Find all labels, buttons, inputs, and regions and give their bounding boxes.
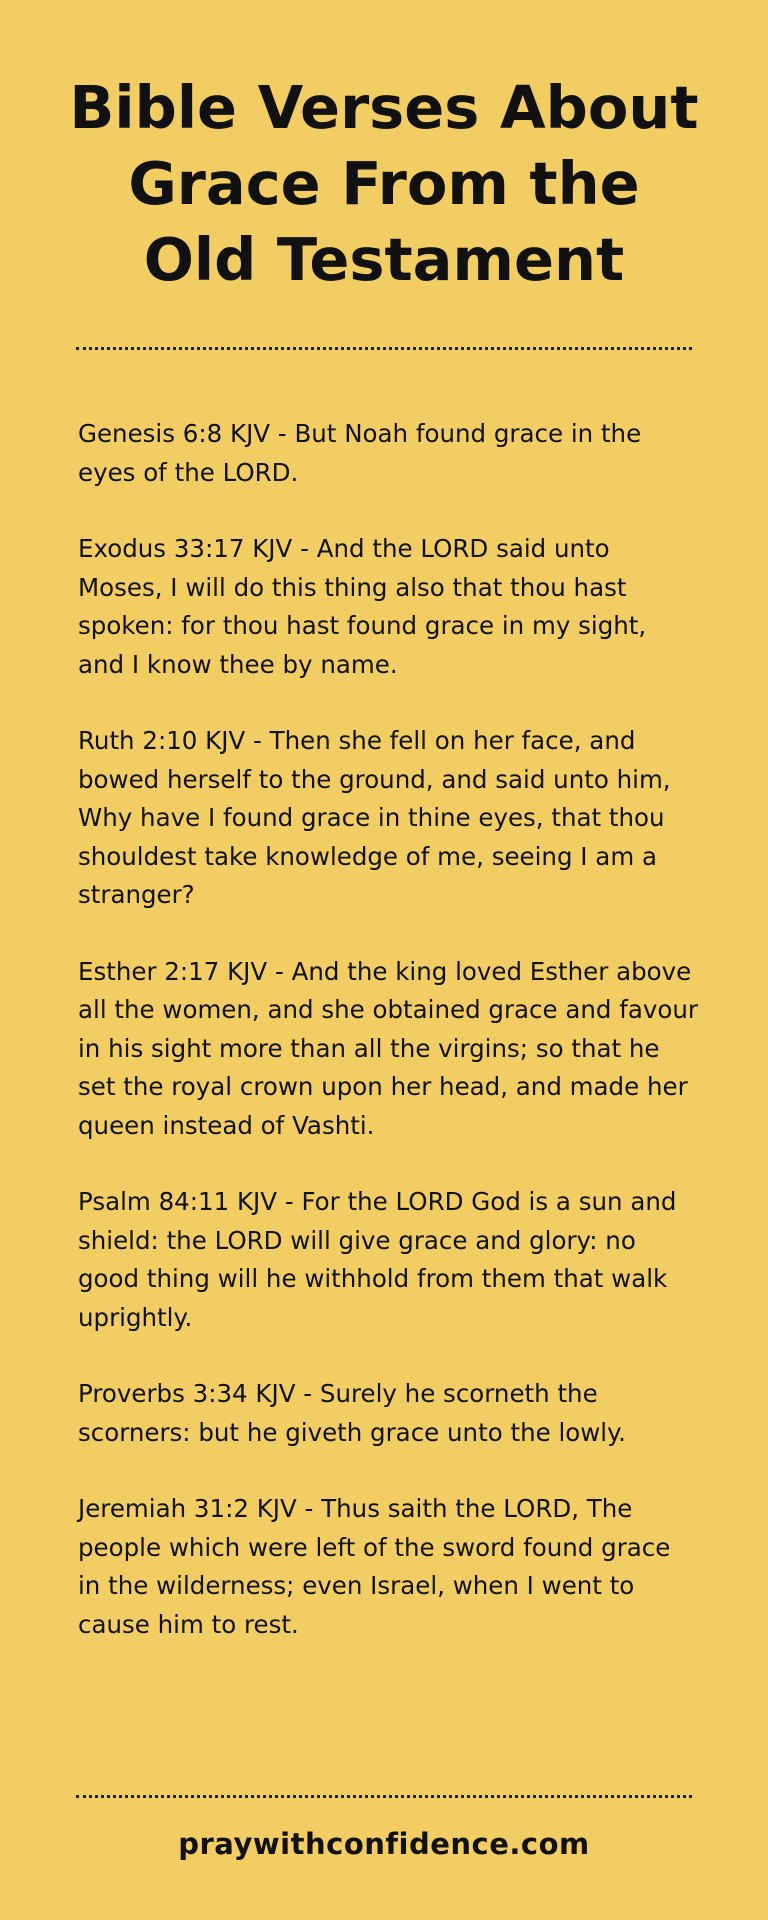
verse-genesis-6-8: Genesis 6:8 KJV - But Noah found grace in the eyes of the LORD. bbox=[78, 419, 642, 487]
verse-ruth-2-10: Ruth 2:10 KJV - Then she fell on her face, and bowed herself to the ground, and said unto him, Why have I found grace in thine eyes, that thou shouldest take knowledge of me, seeing I am a stranger? bbox=[78, 726, 671, 909]
verse-psalm-84-11: Psalm 84:11 KJV - For the LORD God is a sun and shield: the LORD will give grace and glory: no good thing will he withhold from them that walk uprightly. bbox=[78, 1187, 677, 1332]
page-title bbox=[40, 70, 728, 298]
verse-proverbs-3-34: Proverbs 3:34 KJV - Surely he scorneth the scorners: but he giveth grace unto the lowly. bbox=[78, 1379, 626, 1447]
title-line-2: Grace From the bbox=[128, 149, 640, 218]
verse-esther-2-17: Esther 2:17 KJV - And the king loved Esther above all the women, and she obtained grace and favour in his sight more than all the virgins; so that he set the royal crown upon her head, and made her queen instead of Vashti. bbox=[78, 956, 699, 1140]
verse-jeremiah-31-2: Jeremiah 31:2 KJV - Thus saith the LORD, The people which were left of the sword found grace in the wilderness; even Israel, when I went to cause him to rest. bbox=[78, 1494, 671, 1639]
title-line-1: Bible Verses About bbox=[69, 73, 699, 142]
bottom-dotted-divider bbox=[76, 1795, 692, 1798]
top-dotted-divider bbox=[76, 347, 692, 350]
title-line-3: Old Testament bbox=[143, 225, 625, 294]
verse-list bbox=[78, 415, 698, 1682]
verse-exodus-33-17: Exodus 33:17 KJV - And the LORD said unto Moses, I will do this thing also that thou hast spoken: for thou hast found grace in my sight, and I know thee by name. bbox=[78, 534, 647, 679]
website-credit: praywithconfidence.com bbox=[178, 1827, 590, 1861]
